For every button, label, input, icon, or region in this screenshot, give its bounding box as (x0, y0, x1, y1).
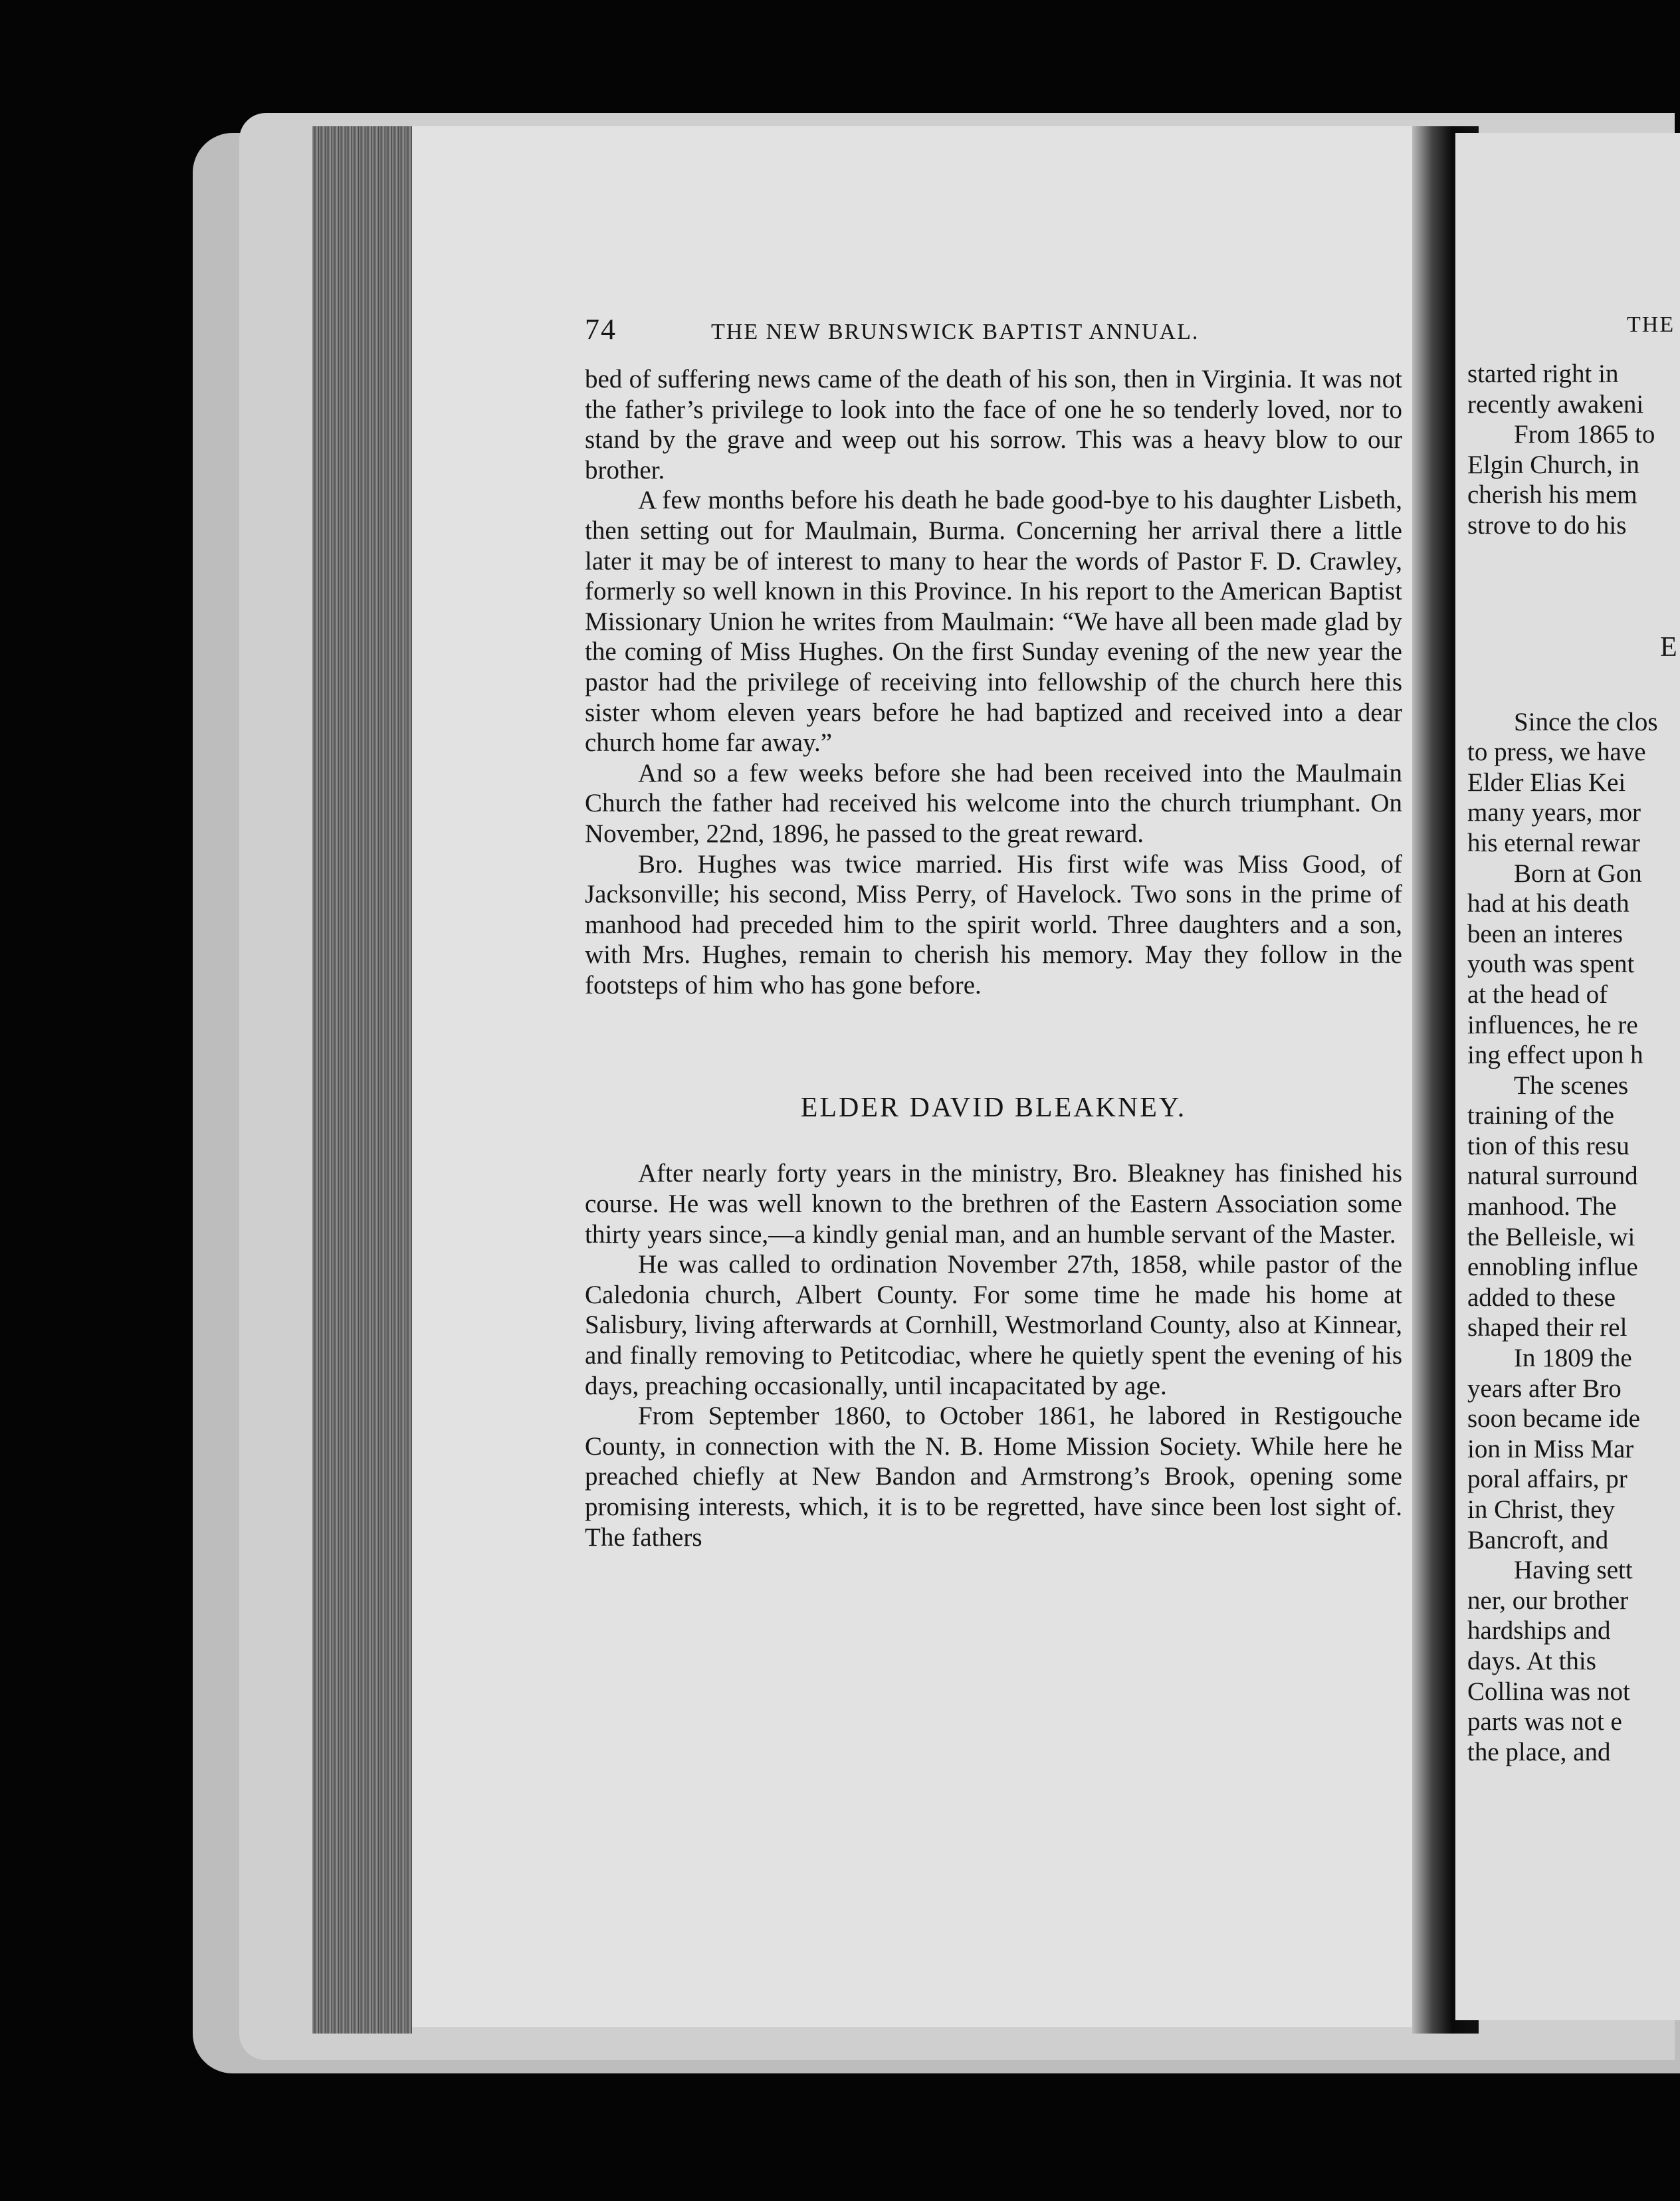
text-line: ing effect upon h (1467, 1041, 1643, 1070)
text-line: days. At this (1467, 1646, 1596, 1675)
text-line: youth was spent (1467, 950, 1635, 979)
text-line: shaped their rel (1467, 1313, 1628, 1342)
right-running-head: THE (1627, 312, 1675, 337)
paragraph: After nearly forty years in the ministry, Bro. Bleakney has finished his course. He was well known to the brethren of the Eastern Association some thirty years since,—a kindly genial man, and an humble servant of the Master. (585, 1159, 1402, 1249)
text-line: hardships and (1467, 1616, 1611, 1645)
paragraph: From September 1860, to October 1861, he labored in Restigouche County, in connection with the N. B. Home Mission Society. While here he preached chiefly at New Bandon and Armstrong’s Brook, opening some promising interests, which, it is to be regretted, have since been lost sight of. The fathers (585, 1402, 1402, 1552)
page-number: 74 (585, 313, 617, 346)
text-line: ion in Miss Mar (1467, 1434, 1634, 1463)
article-body-bottom (585, 1158, 1402, 1552)
text-line: added to these (1467, 1283, 1616, 1312)
text-line: natural surround (1467, 1162, 1638, 1191)
text-line: Since the clos (1514, 707, 1658, 736)
text-line: ner, our brother (1467, 1586, 1629, 1615)
text-line: In 1809 the (1514, 1344, 1632, 1373)
text-line: Born at Gon (1514, 859, 1642, 888)
text-line: Elder Elias Kei (1467, 768, 1626, 797)
text-line: poral affairs, pr (1467, 1465, 1628, 1494)
text-line: Bancroft, and (1467, 1525, 1609, 1554)
text-line: in Christ, they (1467, 1495, 1616, 1524)
right-page-text (1467, 312, 1680, 1767)
text-line: training of the (1467, 1101, 1614, 1130)
text-line: had at his death (1467, 889, 1629, 918)
text-line: influences, he re (1467, 1010, 1638, 1039)
paragraph: A few months before his death he bade good-bye to his daughter Lisbeth, then setting out for Maulmain, Burma. Concerning her arrival there a little later it may be of interest to many to hear the words of Pastor F. D. Crawley, formerly so well known in this Province. In his report to the American Baptist Missionary Union he writes from Maulmain: “We have all been made glad by the coming of Miss Hughes. On the first Sunday evening of the new year the pastor had the privilege of receiving into fellowship of the church here this sister whom eleven years before he had baptized and received into a dear church home far away.” (585, 486, 1402, 758)
text-line: recently awakeni (1467, 389, 1644, 419)
text-line: the place, and (1467, 1737, 1611, 1766)
text-line: many years, mor (1467, 798, 1641, 827)
text-line: From 1865 to (1514, 420, 1655, 449)
text-line: cherish his mem (1467, 480, 1637, 510)
text-line: The scenes (1514, 1071, 1629, 1100)
left-page-text (585, 312, 1402, 1552)
text-line: Elgin Church, in (1467, 450, 1639, 479)
running-header (585, 312, 1402, 359)
text-line: Collina was not (1467, 1677, 1630, 1706)
article-body-top (585, 364, 1402, 1000)
paragraph: Bro. Hughes was twice married. His first wife was Miss Good, of Jacksonville; his second, Miss Perry, of Havelock. Two sons in the prime of manhood had preceded him to the spirit world. Three daughters and a son, with Mrs. Hughes, remain to cherish his memory. May they follow in the footsteps of him who has gone before. (585, 849, 1402, 999)
text-line: the Belleisle, wi (1467, 1222, 1635, 1251)
paragraph: bed of suffering news came of the death of his son, then in Virginia. It was not the father’s privilege to look into the face of one he so tenderly loved, nor to stand by the grave and weep out his sorrow. This was a heavy blow to our brother. (585, 365, 1402, 484)
text-line: at the head of (1467, 980, 1608, 1009)
text-line: been an interes (1467, 919, 1623, 948)
text-line: manhood. The (1467, 1192, 1617, 1221)
text-line: parts was not e (1467, 1707, 1622, 1736)
running-head: THE NEW BRUNSWICK BAPTIST ANNUAL. (711, 320, 1200, 344)
text-line: tion of this resu (1467, 1131, 1629, 1160)
text-line: to press, we have (1467, 738, 1646, 767)
paragraph: And so a few weeks before she had been received into the Maulmain Church the father had received his welcome into the church triumphant. On November, 22nd, 1896, he passed to the great reward. (585, 758, 1402, 848)
section-heading: ELDER DAVID BLEAKNEY. (800, 1093, 1187, 1124)
page-edges (312, 126, 412, 2034)
text-line: ennobling influe (1467, 1253, 1638, 1282)
text-line: his eternal rewar (1467, 828, 1640, 857)
right-section-heading: E (1660, 631, 1677, 663)
text-line: strove to do his (1467, 510, 1627, 540)
text-line: years after Bro (1467, 1374, 1622, 1403)
paragraph: He was called to ordination November 27th, 1858, while pastor of the Caledonia church, Albert County. For some time he made his home at Salisbury, living afterwards at Cornhill, Westmorland County, also at Kinnear, and finally removing to Petitcodiac, where he quietly spent the evening of his days, preaching occasionally, until incapacitated by age. (585, 1250, 1402, 1400)
text-line: started right in (1467, 360, 1619, 388)
text-line: soon became ide (1467, 1404, 1640, 1433)
text-line: Having sett (1514, 1556, 1633, 1585)
